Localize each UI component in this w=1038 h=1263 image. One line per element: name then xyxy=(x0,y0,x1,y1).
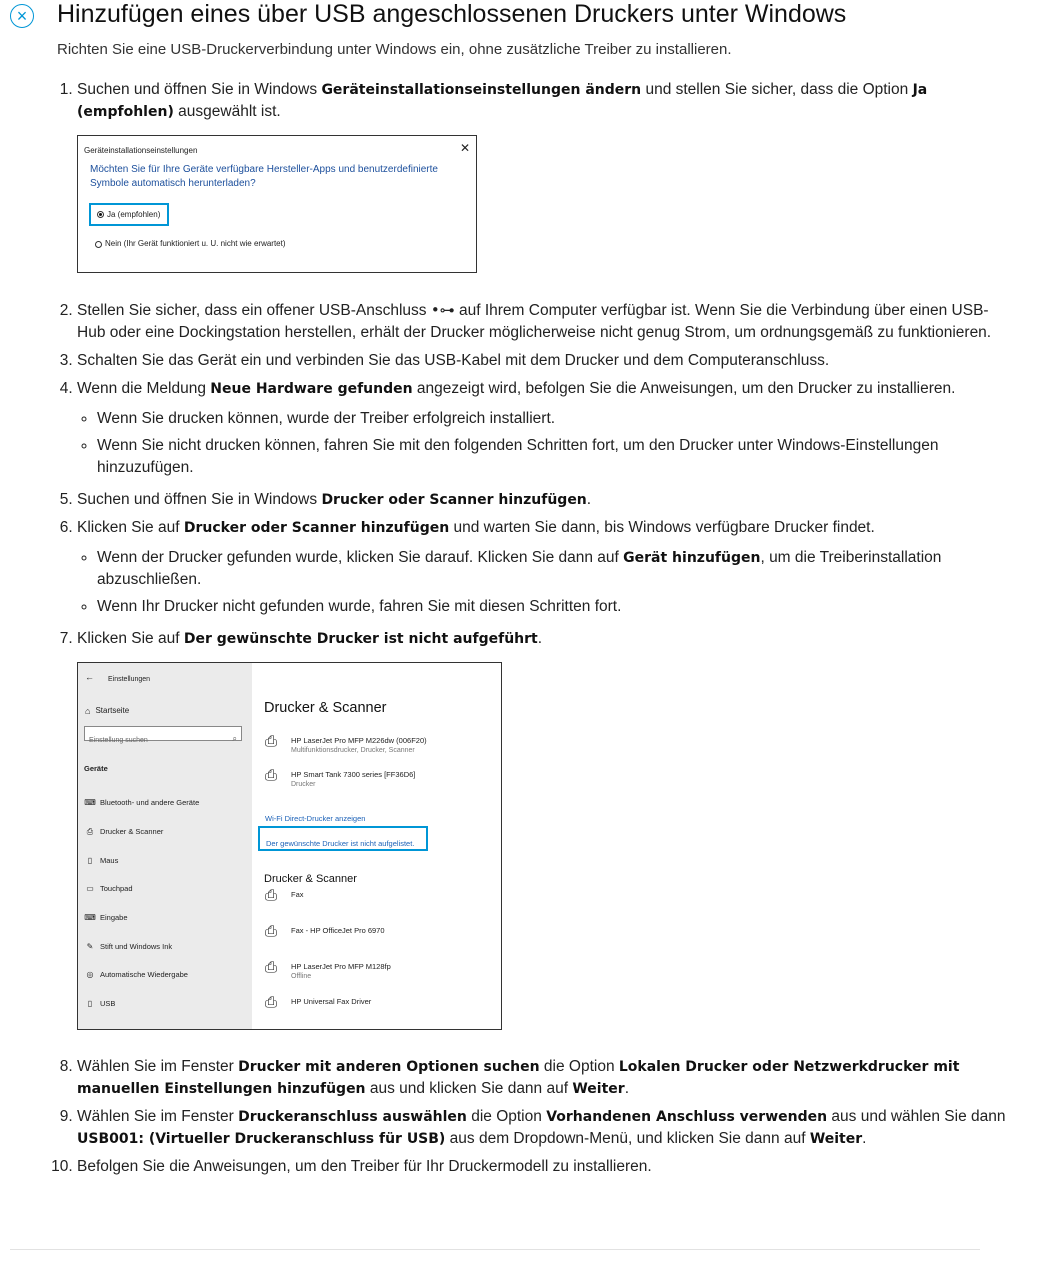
printer-icon: ⎙ xyxy=(265,887,278,904)
list-item: ◦ Wenn Sie nicht drucken können, fahren Sie mit den folgenden Schritten fort, um den Drucker unter Windows-Einstellungen hinzuzufügen. xyxy=(97,435,1007,479)
list-item: ◦ Wenn Ihr Drucker nicht gefunden wurde, fahren Sie mit diesen Schritten fort. xyxy=(97,596,1007,618)
step-4-substeps xyxy=(77,408,1007,479)
step-1: 1. Suchen und öffnen Sie in Windows Geräteinstallationseinstellungen ändern und stellen Sie sicher, dass die Option Ja (empfohlen) ausgewählt ist. Geräteinstallationseinstellungen ✕ Möchten Sie für Ihre Geräte verfügbare Hersteller-Apps und benutzerdefinierte Symbole automatisch herunterladen? Ja (empfohlen) Nein (Ihr Gerät funktioniert u. U. nicht wie erwartet) xyxy=(77,79,1007,273)
touchpad-icon: ▭ xyxy=(86,884,94,893)
step-6-substeps xyxy=(77,547,1007,618)
radio-icon xyxy=(95,241,102,248)
sidebar-item-touchpad: ▭ Touchpad xyxy=(84,878,133,900)
device-installation-dialog xyxy=(77,135,477,273)
divider xyxy=(10,1249,980,1250)
back-arrow-icon: ← xyxy=(85,672,94,682)
dialog-close-icon: ✕ xyxy=(459,141,470,155)
printer-icon: ⎙ xyxy=(265,994,278,1011)
list-item: ◦ Wenn der Drucker gefunden wurde, klicken Sie darauf. Klicken Sie dann auf Gerät hinzufügen, um die Treiberinstallation abzuschließen. xyxy=(97,547,1007,591)
bluetooth-icon: ⌨ xyxy=(84,798,96,807)
step-7: 7. Klicken Sie auf Der gewünschte Drucker ist nicht aufgeführt. ← Einstellungen ⌂ Startseite Einstellung suchen ⌕ Geräte ⌨ Bluetooth- und andere Geräte ⎙ Drucker & Scanner ▯ Maus ▭ Touchpad ⌨ Eingabe ✎ Stift und Windows Ink ◎ Automatische Wiedergabe ▯ USB Drucker & Scanner ⎙ HP LaserJet Pro MFP M226dw (006F20) Multifunktionsdrucker, Drucker, Scanner ⎙ HP Smart Tank 7300 series [FF36D6] Drucker Wi-Fi Direct-Drucker anzeigen Der gewünschte Drucker ist nicht aufgelistet. Drucker & Scanner ⎙ Fax ⎙ Fax - HP OfficeJet Pro 6970 ⎙ HP LaserJet Pro MFP M128fp Offline ⎙ HP Universal Fax Driver xyxy=(77,628,1007,1030)
dialog-title: Geräteinstallationseinstellungen xyxy=(84,146,198,155)
settings-home: ⌂ Startseite xyxy=(85,700,129,722)
page-title: Hinzufügen eines über USB angeschlossenen Druckers unter Windows xyxy=(57,0,847,28)
device-item: ⎙ HP LaserJet Pro MFP M226dw (006F20) Multifunktionsdrucker, Drucker, Scanner xyxy=(265,733,427,754)
printer-not-listed-link: Der gewünschte Drucker ist nicht aufgelistet. xyxy=(258,826,428,851)
printer-icon: ⎙ xyxy=(265,733,278,750)
step-2: 2. Stellen Sie sicher, dass ein offener USB-Anschluss •⊶ auf Ihrem Computer verfügbar ist. Wenn Sie die Verbindung über einen USB-Hub oder eine Dockingstation herstellen, erhält der Drucker möglicherweise nicht genug Strom, um ordnungsgemäß zu funktionieren. xyxy=(77,299,1007,344)
sidebar-item-input: ⌨ Eingabe xyxy=(84,907,128,929)
intro-text: Richten Sie eine USB-Druckerverbindung unter Windows ein, ohne zusätzliche Treiber zu installieren. xyxy=(57,41,732,58)
sidebar-item-printers: ⎙ Drucker & Scanner xyxy=(84,821,163,843)
step-6: 6. Klicken Sie auf Drucker oder Scanner hinzufügen und warten Sie dann, bis Windows verfügbare Drucker findet. ◦ Wenn der Drucker gefunden wurde, klicken Sie darauf. Klicken Sie dann auf Gerät hinzufügen, um die Treiberinstallation abzuschließen. ◦ Wenn Ihr Drucker nicht gefunden wurde, fahren Sie mit diesen Schritten fort. xyxy=(77,517,1007,618)
autoplay-icon: ◎ xyxy=(86,970,94,979)
option-no: Nein (Ihr Gerät funktioniert u. U. nicht wie erwartet) xyxy=(95,233,286,255)
step-4: 4. Wenn die Meldung Neue Hardware gefunden angezeigt wird, befolgen Sie die Anweisungen, um den Drucker zu installieren. ◦ Wenn Sie drucken können, wurde der Treiber erfolgreich installiert. ◦ Wenn Sie nicht drucken können, fahren Sie mit den folgenden Schritten fort, um den Drucker unter Windows-Einstellungen hinzuzufügen. xyxy=(77,378,1007,479)
sidebar-item-autoplay: ◎ Automatische Wiedergabe xyxy=(84,964,188,986)
pen-icon: ✎ xyxy=(86,942,94,951)
radio-selected-icon xyxy=(97,211,104,218)
settings-group-label: Geräte xyxy=(84,764,108,773)
step-5: 5. Suchen und öffnen Sie in Windows Drucker oder Scanner hinzufügen. xyxy=(77,489,1007,511)
settings-heading: Drucker & Scanner xyxy=(264,700,387,716)
search-icon: ⌕ xyxy=(232,734,237,743)
sidebar-item-pen: ✎ Stift und Windows Ink xyxy=(84,936,172,958)
home-icon: ⌂ xyxy=(85,706,91,716)
list-item: ◦ Wenn Sie drucken können, wurde der Treiber erfolgreich installiert. xyxy=(97,408,1007,430)
device-item: ⎙ Fax - HP OfficeJet Pro 6970 xyxy=(265,923,385,940)
settings-sidebar xyxy=(78,663,252,1029)
close-icon[interactable]: × xyxy=(10,4,34,28)
device-item: ⎙ HP LaserJet Pro MFP M128fp Offline xyxy=(265,959,391,980)
step-9: 9. Wählen Sie im Fenster Druckeranschluss auswählen die Option Vorhandenen Anschluss verwenden aus und wählen Sie dann USB001: (Virtueller Druckeranschluss für USB) aus dem Dropdown-Menü, und klicken Sie dann auf Weiter. xyxy=(77,1106,1007,1150)
option-yes: Ja (empfohlen) xyxy=(89,203,169,226)
step-10: 10. Befolgen Sie die Anweisungen, um den Treiber für Ihr Druckermodell zu installieren. xyxy=(77,1156,1007,1178)
printer-icon: ⎙ xyxy=(265,959,278,976)
keyboard-icon: ⌨ xyxy=(84,913,96,922)
settings-heading-2: Drucker & Scanner xyxy=(264,873,357,885)
wifi-direct-link: Wi-Fi Direct-Drucker anzeigen xyxy=(265,814,366,823)
settings-window-title: Einstellungen xyxy=(108,676,151,683)
printer-icon: ⎙ xyxy=(265,767,278,784)
device-item: ⎙ Fax xyxy=(265,887,304,904)
usb-icon: •⊶ xyxy=(430,301,455,319)
device-item: ⎙ HP Smart Tank 7300 series [FF36D6] Drucker xyxy=(265,767,416,788)
sidebar-item-usb: ▯ USB xyxy=(84,993,115,1015)
settings-search-input: Einstellung suchen ⌕ xyxy=(84,726,242,741)
settings-screenshot xyxy=(77,662,502,1030)
steps-list xyxy=(57,79,1007,1184)
step-3: 3. Schalten Sie das Gerät ein und verbinden Sie das USB-Kabel mit dem Drucker und dem Computeranschluss. xyxy=(77,350,1007,372)
usb-device-icon: ▯ xyxy=(87,999,93,1008)
sidebar-item-mouse: ▯ Maus xyxy=(84,850,118,872)
step-8: 8. Wählen Sie im Fenster Drucker mit anderen Optionen suchen die Option Lokalen Drucker oder Netzwerkdrucker mit manuellen Einstellungen hinzufügen aus und klicken Sie dann auf Weiter. xyxy=(77,1056,1007,1100)
printer-icon: ⎙ xyxy=(86,827,94,836)
dialog-question: Möchten Sie für Ihre Geräte verfügbare Hersteller-Apps und benutzerdefinierte Symbole automatisch herunterladen? xyxy=(90,164,438,189)
sidebar-item-bluetooth: ⌨ Bluetooth- und andere Geräte xyxy=(84,792,199,814)
device-item: ⎙ HP Universal Fax Driver xyxy=(265,994,372,1011)
mouse-icon: ▯ xyxy=(87,856,93,865)
printer-icon: ⎙ xyxy=(265,923,278,940)
